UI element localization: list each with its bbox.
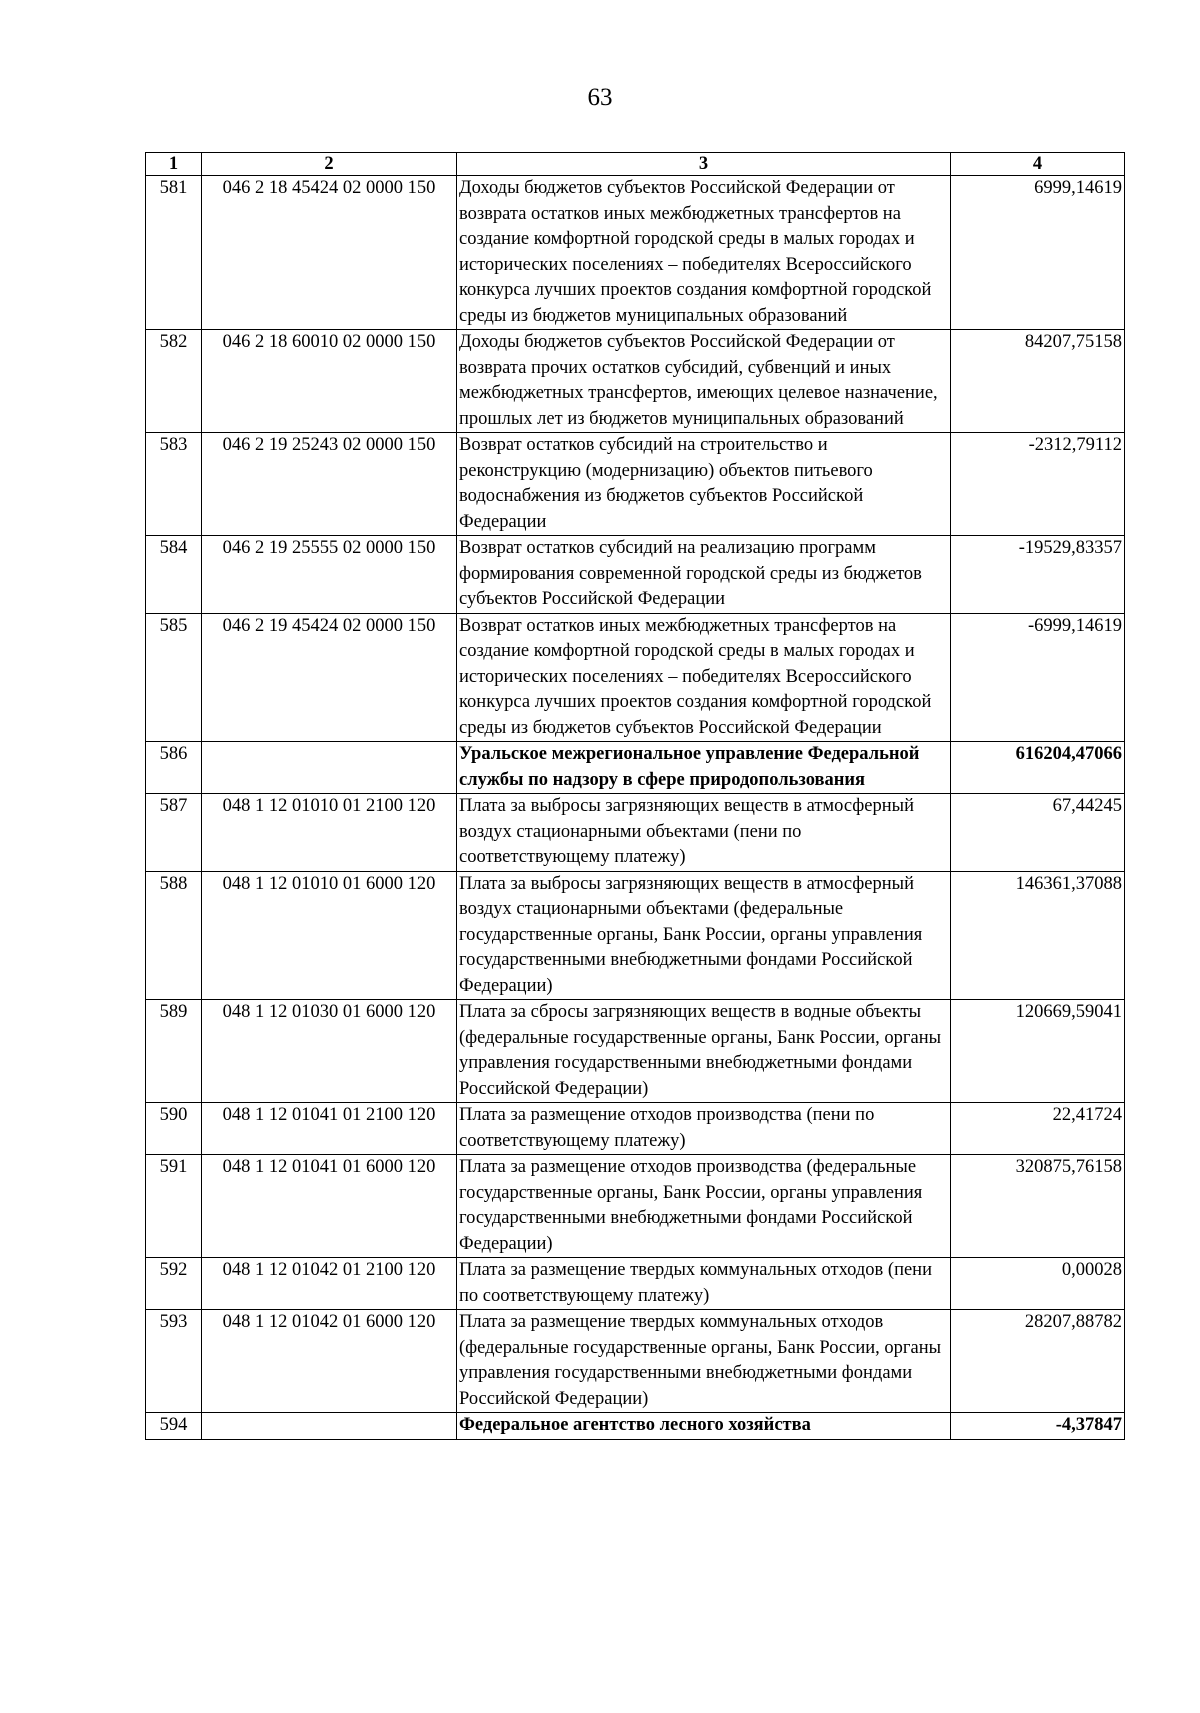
table-row — [146, 1310, 1125, 1413]
amount: 146361,37088 — [951, 871, 1125, 1000]
row-number: 585 — [146, 613, 202, 742]
table-row — [146, 176, 1125, 330]
table-row — [146, 1000, 1125, 1103]
budget-code: 046 2 18 45424 02 0000 150 — [202, 176, 457, 330]
row-number: 587 — [146, 794, 202, 872]
table-row — [146, 613, 1125, 742]
table-row — [146, 536, 1125, 614]
revenue-name: Плата за выбросы загрязняющих веществ в атмосферный воздух стационарными объектами (федеральные государственные органы, Банк России, органы управления государственными внебюджетными фондами Российской Федерации) — [457, 871, 951, 1000]
row-number: 588 — [146, 871, 202, 1000]
amount: -6999,14619 — [951, 613, 1125, 742]
budget-code: 046 2 19 45424 02 0000 150 — [202, 613, 457, 742]
table-row — [146, 1413, 1125, 1440]
row-number: 590 — [146, 1103, 202, 1155]
amount: 84207,75158 — [951, 330, 1125, 433]
amount: 67,44245 — [951, 794, 1125, 872]
revenue-name: Возврат остатков субсидий на строительство и реконструкцию (модернизацию) объектов питьевого водоснабжения из бюджетов субъектов Российской Федерации — [457, 433, 951, 536]
row-number: 586 — [146, 742, 202, 794]
row-number: 593 — [146, 1310, 202, 1413]
header-col-2: 2 — [202, 153, 457, 176]
header-col-1: 1 — [146, 153, 202, 176]
budget-code: 048 1 12 01030 01 6000 120 — [202, 1000, 457, 1103]
table-row — [146, 1103, 1125, 1155]
table-row — [146, 742, 1125, 794]
revenue-name: Уральское межрегиональное управление Федеральной службы по надзору в сфере природопользования — [457, 742, 951, 794]
revenue-name: Доходы бюджетов субъектов Российской Федерации от возврата прочих остатков субсидий, субвенций и иных межбюджетных трансфертов, имеющих целевое назначение, прошлых лет из бюджетов муниципальных образований — [457, 330, 951, 433]
budget-code: 046 2 19 25555 02 0000 150 — [202, 536, 457, 614]
revenue-name: Плата за выбросы загрязняющих веществ в атмосферный воздух стационарными объектами (пени по соответствующему платежу) — [457, 794, 951, 872]
table-row — [146, 1258, 1125, 1310]
amount: -4,37847 — [951, 1413, 1125, 1440]
amount: -2312,79112 — [951, 433, 1125, 536]
budget-code: 046 2 19 25243 02 0000 150 — [202, 433, 457, 536]
revenue-name: Плата за размещение отходов производства (федеральные государственные органы, Банк России, органы управления государственными внебюджетными фондами Российской Федерации) — [457, 1155, 951, 1258]
revenue-name: Плата за сбросы загрязняющих веществ в водные объекты (федеральные государственные органы, Банк России, органы управления государственными внебюджетными фондами Российской Федерации) — [457, 1000, 951, 1103]
header-col-3: 3 — [457, 153, 951, 176]
table-row — [146, 871, 1125, 1000]
budget-code: 048 1 12 01041 01 6000 120 — [202, 1155, 457, 1258]
amount: 0,00028 — [951, 1258, 1125, 1310]
budget-code: 046 2 18 60010 02 0000 150 — [202, 330, 457, 433]
budget-code — [202, 742, 457, 794]
amount: 28207,88782 — [951, 1310, 1125, 1413]
budget-code: 048 1 12 01042 01 2100 120 — [202, 1258, 457, 1310]
amount: 22,41724 — [951, 1103, 1125, 1155]
amount: 616204,47066 — [951, 742, 1125, 794]
revenue-name: Доходы бюджетов субъектов Российской Федерации от возврата остатков иных межбюджетных трансфертов на создание комфортной городской среды в малых городах и исторических поселениях – победителях Всероссийского конкурса лучших проектов создания комфортной городской среды из бюджетов муниципальных образований — [457, 176, 951, 330]
revenue-name: Плата за размещение твердых коммунальных отходов (федеральные государственные органы, Банк России, органы управления государственными внебюджетными фондами Российской Федерации) — [457, 1310, 951, 1413]
row-number: 591 — [146, 1155, 202, 1258]
row-number: 592 — [146, 1258, 202, 1310]
table-row — [146, 433, 1125, 536]
table-row — [146, 330, 1125, 433]
header-col-4: 4 — [951, 153, 1125, 176]
row-number: 582 — [146, 330, 202, 433]
budget-code: 048 1 12 01010 01 6000 120 — [202, 871, 457, 1000]
budget-table — [145, 152, 1125, 1440]
revenue-name: Возврат остатков субсидий на реализацию программ формирования современной городской среды из бюджетов субъектов Российской Федерации — [457, 536, 951, 614]
table-body — [146, 176, 1125, 1440]
budget-code: 048 1 12 01010 01 2100 120 — [202, 794, 457, 872]
row-number: 589 — [146, 1000, 202, 1103]
revenue-name: Плата за размещение отходов производства (пени по соответствующему платежу) — [457, 1103, 951, 1155]
page-number: 63 — [587, 84, 613, 111]
table-row — [146, 1155, 1125, 1258]
budget-code: 048 1 12 01042 01 6000 120 — [202, 1310, 457, 1413]
revenue-name: Возврат остатков иных межбюджетных трансфертов на создание комфортной городской среды в малых городах и исторических поселениях – победителях Всероссийского конкурса лучших проектов создания комфортной городской среды из бюджетов субъектов Российской Федерации — [457, 613, 951, 742]
revenue-name: Плата за размещение твердых коммунальных отходов (пени по соответствующему платежу) — [457, 1258, 951, 1310]
row-number: 594 — [146, 1413, 202, 1440]
row-number: 583 — [146, 433, 202, 536]
amount: 120669,59041 — [951, 1000, 1125, 1103]
revenue-name: Федеральное агентство лесного хозяйства — [457, 1413, 951, 1440]
amount: -19529,83357 — [951, 536, 1125, 614]
table-header-row — [146, 153, 1125, 176]
budget-code: 048 1 12 01041 01 2100 120 — [202, 1103, 457, 1155]
row-number: 584 — [146, 536, 202, 614]
amount: 320875,76158 — [951, 1155, 1125, 1258]
table-row — [146, 794, 1125, 872]
amount: 6999,14619 — [951, 176, 1125, 330]
budget-code — [202, 1413, 457, 1440]
row-number: 581 — [146, 176, 202, 330]
